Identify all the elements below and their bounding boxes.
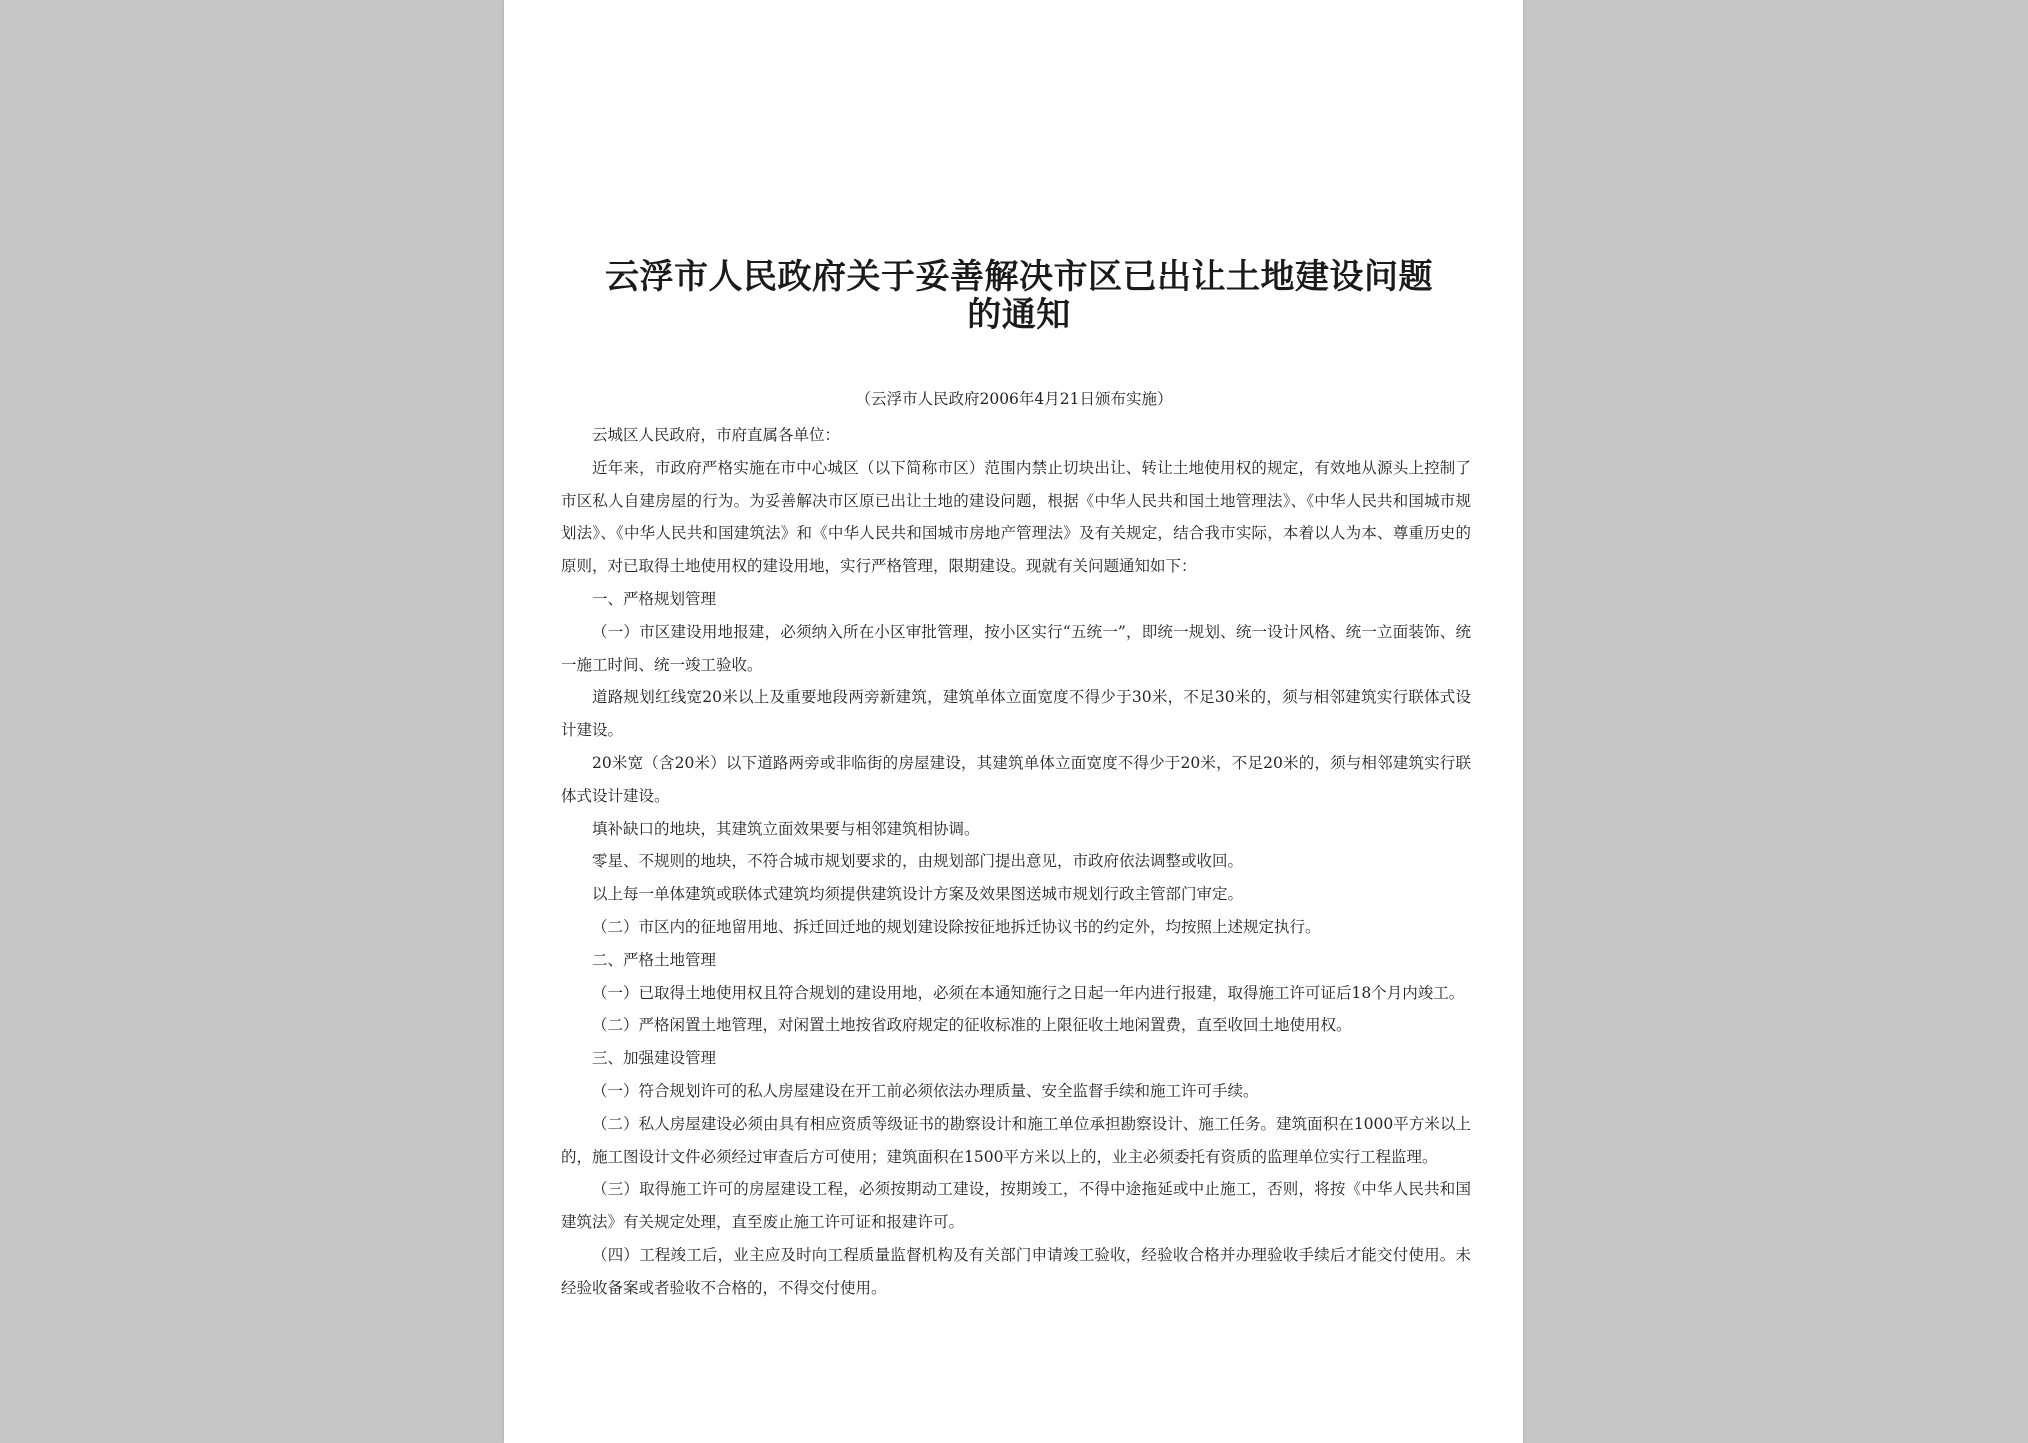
paragraph: 零星、不规则的地块，不符合城市规划要求的，由规划部门提出意见，市政府依法调整或收回。 — [592, 852, 1244, 871]
paragraph: （一）符合规划许可的私人房屋建设在开工前必须依法办理质量、安全监督手续和施工许可手续。 — [592, 1081, 1259, 1100]
paragraph: 填补缺口的地块，其建筑立面效果要与相邻建筑相协调。 — [592, 819, 980, 838]
paragraph: 道路规划红线宽20米以上及重要地段两旁新建筑，建筑单体立面宽度不得少于30米，不足30米的，须与相邻建筑实行联体式设计建设。 — [561, 688, 1471, 740]
paragraph: （二）私人房屋建设必须由具有相应资质等级证书的勘察设计和施工单位承担勘察设计、施工任务。建筑面积在1000平方米以上的，施工图设计文件必须经过审查后方可使用；建筑面积在1500平方米以上的，业主必须委托有资质的监理单位实行工程监理。 — [561, 1114, 1471, 1166]
paragraph: （一）市区建设用地报建，必须纳入所在小区审批管理，按小区实行“五统一”，即统一规划、统一设计风格、统一立面装饰、统一施工时间、统一竣工验收。 — [561, 622, 1471, 674]
paragraph: （四）工程竣工后，业主应及时向工程质量监督机构及有关部门申请竣工验收，经验收合格并办理验收手续后才能交付使用。未经验收备案或者验收不合格的，不得交付使用。 — [561, 1245, 1471, 1297]
document-title: 云浮市人民政府关于妥善解决市区已出让土地建设问题的通知 — [605, 257, 1433, 335]
paragraph: （二）市区内的征地留用地、拆迁回迁地的规划建设除按征地拆迁协议书的约定外，均按照上述规定执行。 — [592, 917, 1321, 936]
paragraph-intro: 近年来，市政府严格实施在市中心城区（以下简称市区）范围内禁止切块出让、转让土地使用权的规定，有效地从源头上控制了市区私人自建房屋的行为。为妥善解决市区原已出让土地的建设问题，根据《中华人民共和国土地管理法》、《中华人民共和国城市规划法》、《中华人民共和国建筑法》和《中华人民共和国城市房地产管理法》及有关规定，结合我市实际，本着以人为本、尊重历史的原则，对已取得土地使用权的建设用地，实行严格管理，限期建设。现就有关问题通知如下： — [561, 458, 1471, 576]
section-heading-land: 二、严格土地管理 — [592, 950, 717, 969]
paragraph: （三）取得施工许可的房屋建设工程，必须按期动工建设，按期竣工，不得中途拖延或中止施工，否则，将按《中华人民共和国建筑法》有关规定处理，直至废止施工许可证和报建许可。 — [561, 1180, 1471, 1232]
paragraph: （二）严格闲置土地管理，对闲置土地按省政府规定的征收标准的上限征收土地闲置费，直至收回土地使用权。 — [592, 1016, 1352, 1035]
document-subtitle: （云浮市人民政府2006年4月21日颁布实施） — [855, 390, 1173, 408]
document-body — [561, 419, 1471, 1305]
paragraph-salutation: 云城区人民政府，市府直属各单位： — [592, 426, 841, 444]
paragraph: （一）已取得土地使用权且符合规划的建设用地，必须在本通知施行之日起一年内进行报建，取得施工许可证后18个月内竣工。 — [592, 983, 1465, 1002]
section-heading-construction: 三、加强建设管理 — [592, 1049, 717, 1068]
paragraph: 以上每一单体建筑或联体式建筑均须提供建筑设计方案及效果图送城市规划行政主管部门审定。 — [592, 885, 1244, 904]
paragraph: 20米宽（含20米）以下道路两旁或非临街的房屋建设，其建筑单体立面宽度不得少于20米，不足20米的，须与相邻建筑实行联体式设计建设。 — [561, 753, 1471, 805]
document-page — [504, 0, 1523, 1443]
section-heading-planning: 一、严格规划管理 — [592, 589, 717, 608]
